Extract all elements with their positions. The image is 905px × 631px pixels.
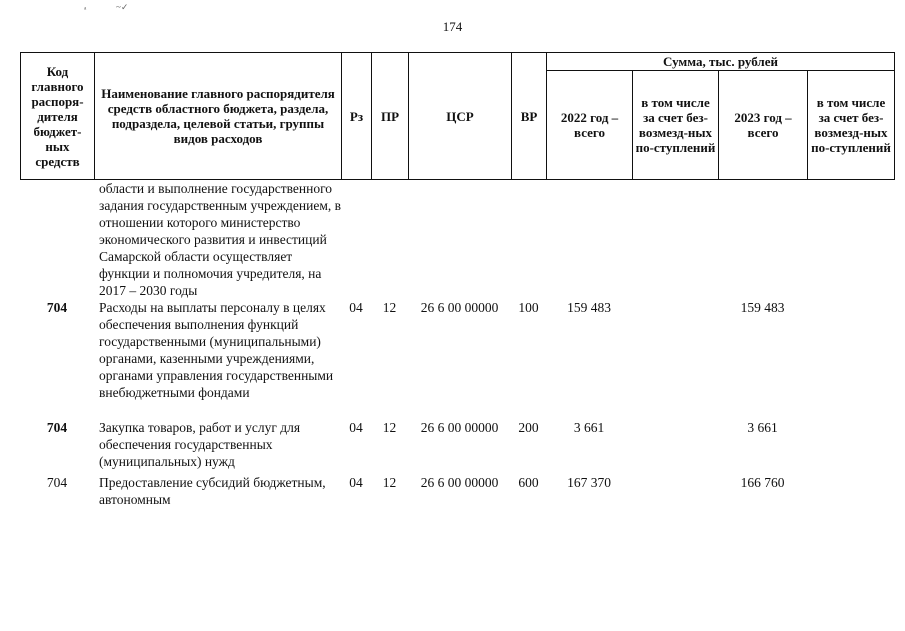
row-2022-total: 3 661 (573, 420, 605, 435)
row-2023-total: 166 760 (740, 475, 785, 490)
row-name: Предоставление субсидий бюджетным, автономным (99, 475, 326, 507)
row-name: области и выполнение государственного задания государственным учреждением, в отношении которого министерство экономического развития и инвестиций Самарской области осуществляет функции и полномочия учредителя, на 2017 – 2030 годы (99, 181, 342, 298)
table-body (20, 180, 894, 508)
table-row (20, 419, 894, 470)
header-sum: Сумма, тыс. рублей (547, 53, 895, 71)
row-2023-total: 3 661 (747, 420, 778, 435)
table-row (20, 180, 894, 299)
scan-mark: ~✓ (116, 2, 129, 12)
column-header-table (20, 52, 895, 180)
table-row (20, 474, 894, 508)
row-csr: 26 6 00 00000 (420, 420, 499, 435)
row-pr: 12 (382, 300, 397, 315)
page-number: 174 (442, 19, 463, 34)
row-code: 704 (46, 300, 68, 315)
row-rz: 04 (349, 475, 363, 490)
row-vr: 100 (518, 300, 539, 315)
header-rz: Рз (342, 53, 372, 180)
row-pr: 12 (382, 420, 397, 435)
row-2022-total: 159 483 (567, 300, 611, 315)
row-2022-total: 167 370 (567, 475, 611, 490)
scan-mark: ᵃ (84, 4, 87, 14)
row-code: 704 (46, 475, 68, 490)
header-name: Наименование главного распорядителя средств областного бюджета, раздела, подраздела, целевой статьи, группы видов расходов (95, 53, 342, 180)
row-csr: 26 6 00 00000 (420, 300, 499, 315)
row-name: Расходы на выплаты персоналу в целях обеспечения выполнения функций государственными (муниципальными) органами, казенными учреждениями, органами управления государственными внебюджетными фондами (99, 300, 334, 400)
row-pr: 12 (382, 475, 397, 490)
header-2023-gratuitous: в том числе за счет без-возмезд-ных по-ступлений (808, 71, 895, 180)
header-2022-total: 2022 год – всего (547, 71, 633, 180)
header-2023-total: 2023 год – всего (719, 71, 808, 180)
row-name: Закупка товаров, работ и услуг для обеспечения государственных (муниципальных) нужд (99, 420, 301, 469)
row-2023-total: 159 483 (740, 300, 785, 315)
table-row (20, 299, 894, 401)
header-code: Код главного распоря-дителя бюджет-ных средств (21, 53, 95, 180)
row-vr: 600 (518, 475, 539, 490)
header-csr: ЦСР (409, 53, 512, 180)
row-csr: 26 6 00 00000 (420, 475, 499, 490)
row-rz: 04 (349, 300, 363, 315)
header-pr: ПР (372, 53, 409, 180)
header-vr: ВР (512, 53, 547, 180)
row-rz: 04 (349, 420, 363, 435)
row-vr: 200 (518, 420, 539, 435)
row-code: 704 (46, 420, 68, 435)
header-2022-gratuitous: в том числе за счет без-возмезд-ных по-ступлений (633, 71, 719, 180)
